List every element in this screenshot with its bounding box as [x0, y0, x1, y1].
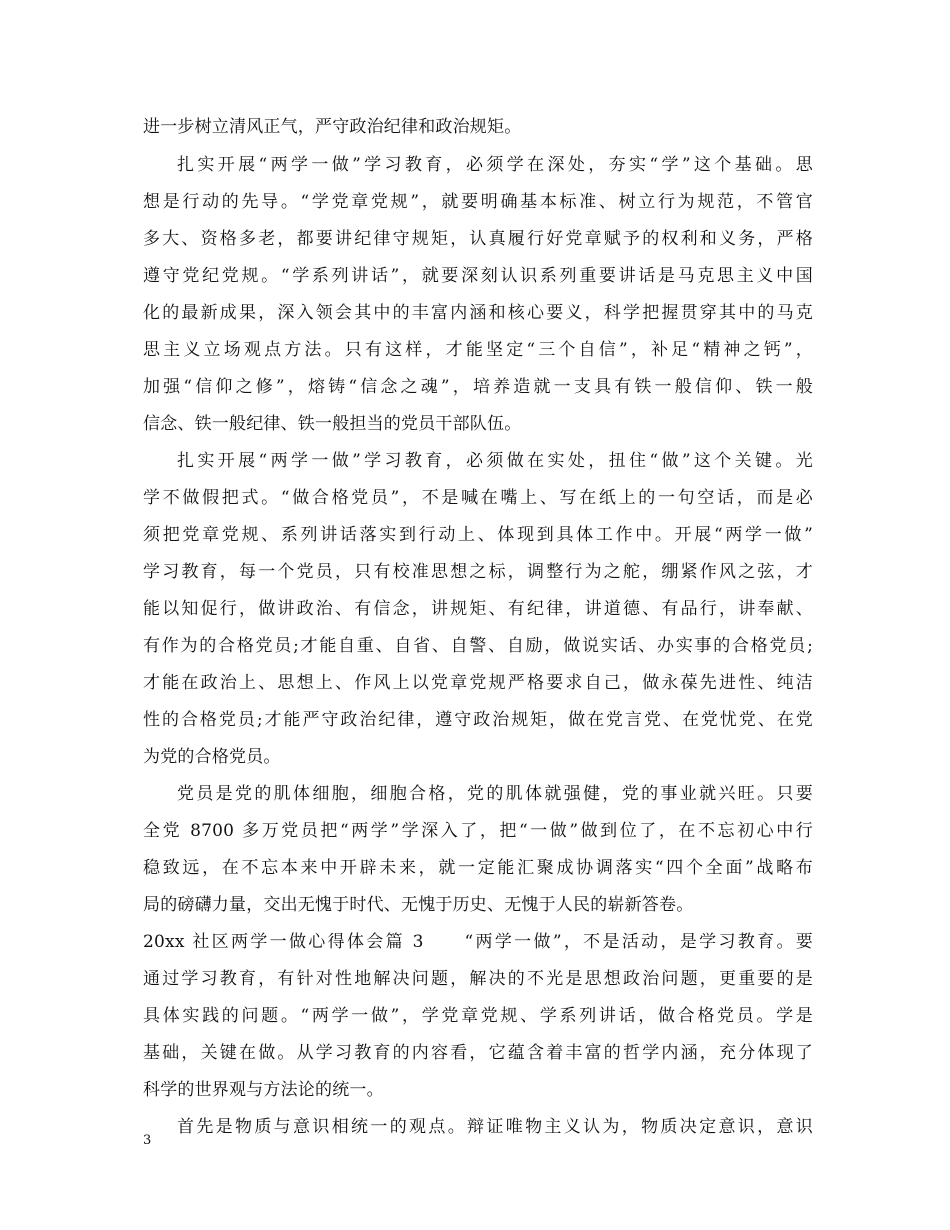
- text-line: 能以知促行，做讲政治、有信念，讲规矩、有纪律，讲道德、有品行，讲奉献、: [143, 599, 813, 619]
- text-line: 为党的合格党员。: [143, 747, 281, 767]
- text-line: 党员是党的肌体细胞，细胞合格，党的肌体就强健，党的事业就兴旺。只要: [177, 784, 813, 804]
- text-line: 遵守党纪党规。“学系列讲话”，就要深刻认识系列重要讲话是马克思主义中国: [143, 266, 813, 286]
- text-line: 首先是物质与意识相统一的观点。辩证唯物主义认为，物质决定意识，意识: [177, 1117, 813, 1137]
- text-line: 局的磅礴力量，交出无愧于时代、无愧于历史、无愧于人民的崭新答卷。: [143, 895, 694, 915]
- text-line: 学习教育，每一个党员，只有校准思想之标，调整行为之舵，绷紧作风之弦，才: [143, 562, 813, 582]
- text-line: 性的合格党员;才能严守政治纪律，遵守政治规矩，做在党言党、在党忧党、在党: [143, 710, 813, 730]
- text-line: 想是行动的先导。“学党章党规”，就要明确基本标准、树立行为规范，不管官: [143, 192, 813, 212]
- text-line: 具体实践的问题。“两学一做”，学党章党规、学系列讲话，做合格党员。学是: [143, 1006, 813, 1026]
- text-line: 科学的世界观与方法论的统一。: [143, 1080, 384, 1100]
- text-line: 学不做假把式。“做合格党员”，不是喊在嘴上、写在纸上的一句空话，而是必: [143, 488, 813, 508]
- text-line: 进一步树立清风正气，严守政治纪律和政治规矩。: [143, 117, 522, 137]
- text-line: 稳致远，在不忘本来中开辟未来，就一定能汇聚成协调落实“四个全面”战略布: [143, 858, 813, 878]
- text-line: 才能在政治上、思想上、作风上以党章党规严格要求自己，做永葆先进性、纯洁: [143, 673, 813, 693]
- text-line: 加强“信仰之修”，熔铸“信念之魂”，培养造就一支具有铁一般信仰、铁一般: [143, 377, 813, 397]
- text-line: 扎实开展“两学一做”学习教育，必须做在实处，扭住“做”这个关键。光: [177, 451, 813, 471]
- text-line: 信念、铁一般纪律、铁一般担当的党员干部队伍。: [143, 414, 522, 434]
- text-line: 全党 8700 多万党员把“两学”学深入了，把“一做”做到位了，在不忘初心中行: [143, 821, 813, 841]
- text-line: 基础，关键在做。从学习教育的内容看，它蕴含着丰富的哲学内涵，充分体现了: [143, 1043, 813, 1063]
- text-line: 通过学习教育，有针对性地解决问题，解决的不光是思想政治问题，更重要的是: [143, 969, 813, 989]
- text-line: 须把党章党规、系列讲话落实到行动上、体现到具体工作中。开展“两学一做”: [143, 525, 813, 545]
- text-line: 扎实开展“两学一做”学习教育，必须学在深处，夯实“学”这个基础。思: [177, 155, 813, 175]
- text-line: 思主义立场观点方法。只有这样，才能坚定“三个自信”，补足“精神之钙”，: [143, 340, 813, 360]
- text-line: 化的最新成果，深入领会其中的丰富内涵和核心要义，科学把握贯穿其中的马克: [143, 303, 813, 323]
- page-number: 3: [143, 1133, 152, 1148]
- text-line: 多大、资格多老，都要讲纪律守规矩，认真履行好党章赋予的权利和义务，严格: [143, 229, 813, 249]
- text-line: 20xx 社区两学一做心得体会篇 3 “两学一做”，不是活动，是学习教育。要: [143, 932, 813, 952]
- text-line: 有作为的合格党员;才能自重、自省、自警、自励，做说实话、办实事的合格党员;: [143, 636, 813, 656]
